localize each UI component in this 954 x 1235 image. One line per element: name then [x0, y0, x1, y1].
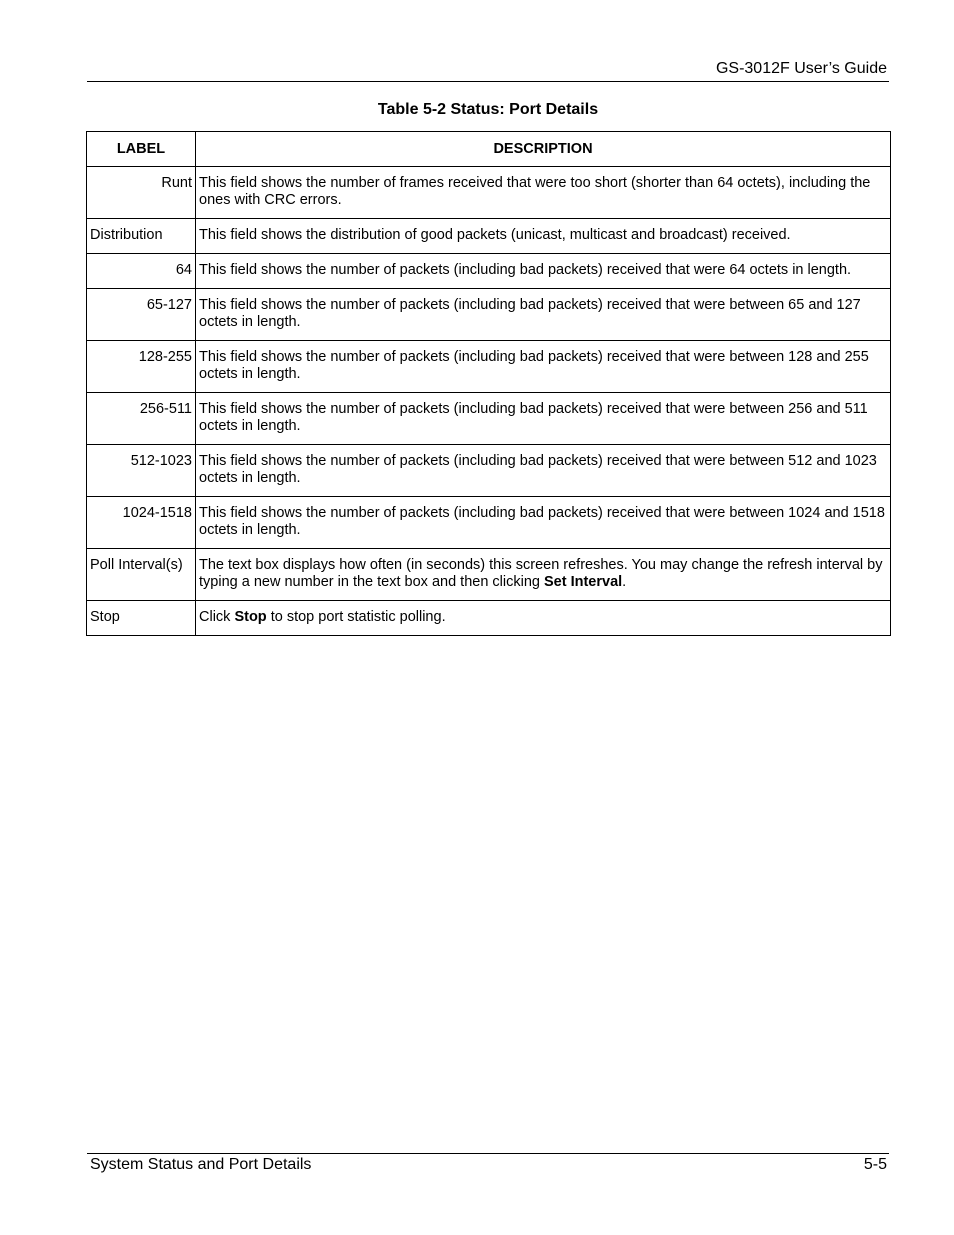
- set-interval-term: Set Interval: [543, 574, 623, 590]
- row-description: This field shows the number of packets (including bad packets) received that were between 1024 and 1518 octets in length.: [196, 497, 891, 549]
- row-label: Runt: [87, 167, 196, 219]
- row-description: This field shows the number of packets (including bad packets) received that were between 65 and 127 octets in length.: [196, 289, 891, 341]
- row-description: Click Stop to stop port statistic polling.: [196, 601, 891, 636]
- label-column-header: LABEL: [87, 132, 196, 167]
- row-label: 256-511: [87, 393, 196, 445]
- guide-title: GS-3012F User’s Guide: [715, 60, 887, 77]
- table-row: [87, 254, 891, 289]
- row-label: Distribution: [87, 219, 196, 254]
- row-label: 512-1023: [87, 445, 196, 497]
- row-label: 1024-1518: [87, 497, 196, 549]
- table-row: [87, 445, 891, 497]
- page-header: [87, 58, 889, 82]
- row-description: This field shows the distribution of good packets (unicast, multicast and broadcast) received.: [196, 219, 891, 254]
- row-label: 128-255: [87, 341, 196, 393]
- table-row: [87, 167, 891, 219]
- table-row: [87, 549, 891, 601]
- table-row: [87, 289, 891, 341]
- table-caption: Table 5-2 Status: Port Details: [377, 101, 599, 118]
- table-row: [87, 219, 891, 254]
- row-description: This field shows the number of frames received that were too short (shorter than 64 octets), including the ones with CRC errors.: [196, 167, 891, 219]
- table-row: [87, 393, 891, 445]
- table-row: [87, 601, 891, 636]
- row-description: This field shows the number of packets (including bad packets) received that were between 512 and 1023 octets in length.: [196, 445, 891, 497]
- table-row: [87, 497, 891, 549]
- page-footer: [87, 1153, 889, 1173]
- row-description: This field shows the number of packets (including bad packets) received that were between 128 and 255 octets in length.: [196, 341, 891, 393]
- row-label: Poll Interval(s): [87, 549, 196, 601]
- table-header-row: [87, 132, 891, 167]
- page-number: 5-5: [863, 1156, 887, 1173]
- row-label: Stop: [87, 601, 196, 636]
- table-row: [87, 341, 891, 393]
- description-column-header: DESCRIPTION: [196, 132, 891, 167]
- row-label: 64: [87, 254, 196, 289]
- row-label: 65-127: [87, 289, 196, 341]
- port-details-table: [86, 131, 891, 636]
- row-description: This field shows the number of packets (including bad packets) received that were between 256 and 511 octets in length.: [196, 393, 891, 445]
- row-description: This field shows the number of packets (including bad packets) received that were 64 octets in length.: [196, 254, 891, 289]
- stop-term: Stop: [234, 609, 267, 625]
- row-description: The text box displays how often (in seconds) this screen refreshes. You may change the refresh interval by typing a new number in the text box and then clicking Set Interval.: [196, 549, 891, 601]
- footer-section-title: System Status and Port Details: [90, 1156, 312, 1173]
